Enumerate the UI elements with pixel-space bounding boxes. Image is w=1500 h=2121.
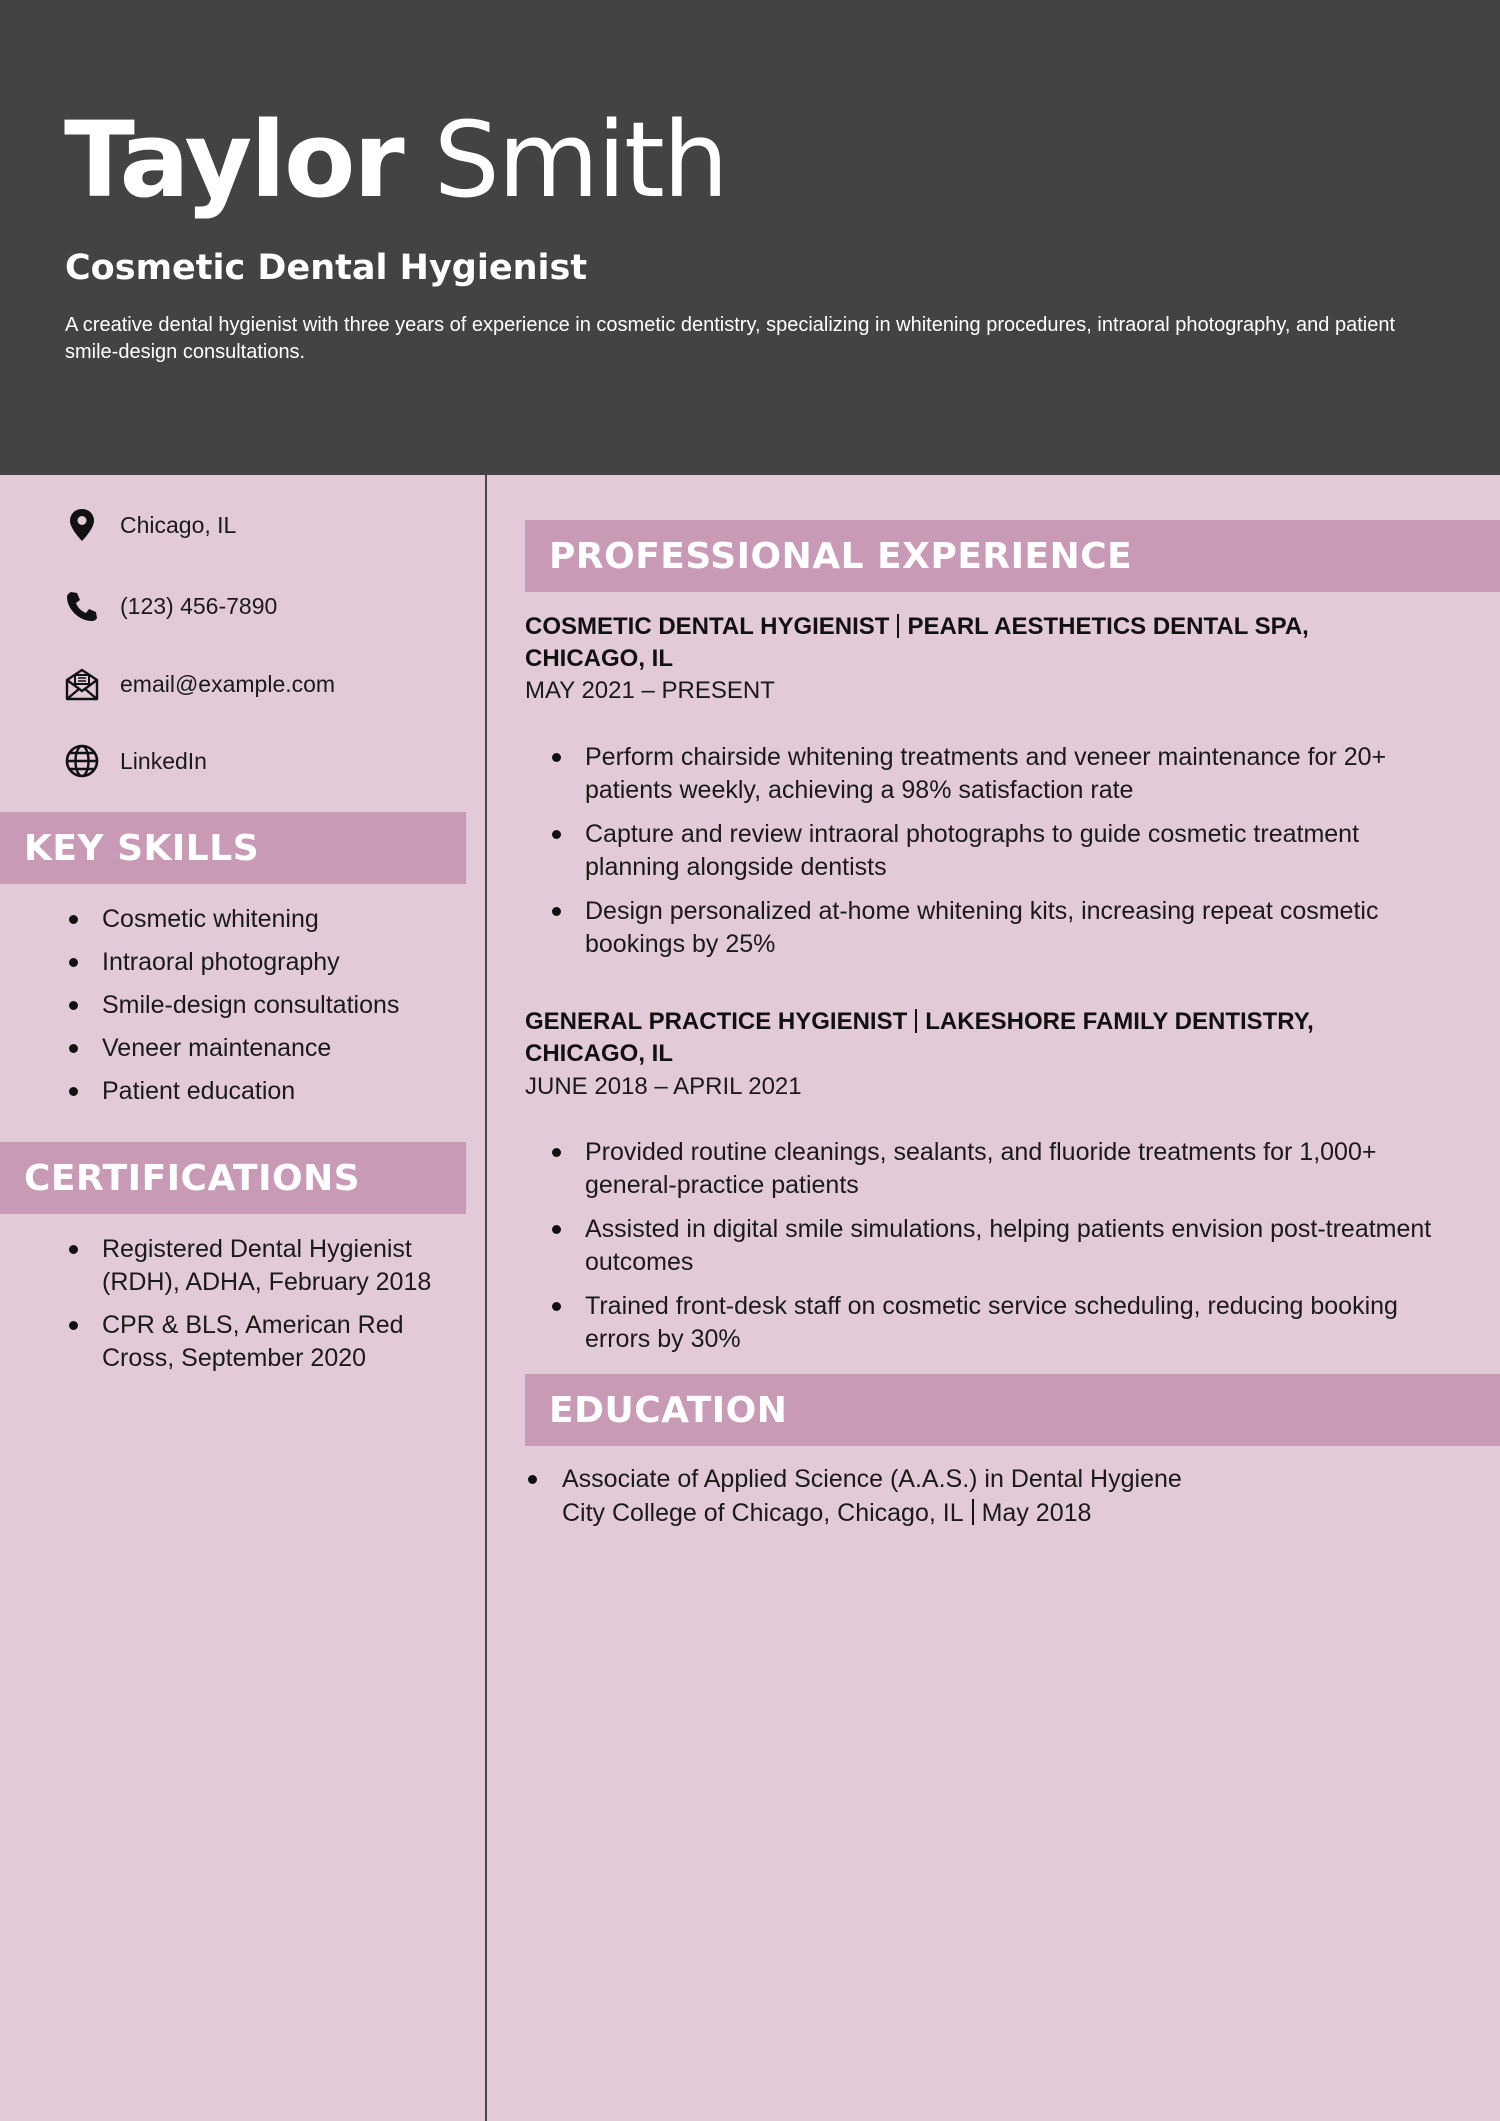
list-item: Intraoral photography — [64, 946, 464, 979]
certifications-heading: CERTIFICATIONS — [0, 1142, 466, 1214]
school-line — [525, 1496, 1425, 1530]
education-heading: EDUCATION — [525, 1374, 1500, 1446]
list-item: Design personalized at-home whitening kits, increasing repeat cosmetic bookings by 25% — [547, 895, 1447, 961]
bullet — [528, 1475, 537, 1484]
education-entry — [525, 1462, 1425, 1530]
email-text[interactable]: email@example.com — [120, 670, 336, 697]
location-text: Chicago, IL — [120, 511, 237, 538]
list-item: Veneer maintenance — [64, 1032, 464, 1065]
list-item: Cosmetic whitening — [64, 903, 464, 936]
certifications-list — [64, 1233, 464, 1375]
phone-icon — [64, 588, 100, 624]
list-item: Smile-design consultations — [64, 989, 464, 1022]
job-bullets — [547, 741, 1447, 961]
last-name: Smith — [433, 99, 727, 221]
school: City College of Chicago, Chicago, IL — [562, 1499, 964, 1527]
job-dates: MAY 2021 – PRESENT — [525, 677, 775, 704]
list-item: Provided routine cleanings, sealants, and fluoride treatments for 1,000+ general-practice patients — [547, 1136, 1447, 1202]
candidate-name — [64, 99, 727, 221]
skills-list — [64, 903, 464, 1108]
linkedin-link[interactable]: LinkedIn — [120, 747, 207, 774]
contact-linkedin — [64, 737, 207, 785]
separator — [897, 614, 899, 638]
map-pin-icon — [64, 507, 100, 543]
graduation-date: May 2018 — [981, 1499, 1092, 1527]
job-bullets — [547, 1136, 1447, 1356]
summary: A creative dental hygienist with three years of experience in cosmetic dentistry, specializing in whitening procedures, intraoral photography, and patient smile-design consultations. — [65, 314, 1395, 363]
separator — [915, 1009, 917, 1033]
contact-email — [64, 660, 336, 708]
degree: Associate of Applied Science (A.A.S.) in Dental Hygiene — [562, 1465, 1182, 1493]
list-item: Patient education — [64, 1075, 464, 1108]
contact-location — [64, 501, 237, 549]
resume-header — [0, 0, 1500, 475]
contact-phone — [64, 582, 278, 630]
list-item: CPR & BLS, American Red Cross, September 2020 — [64, 1309, 464, 1375]
key-skills-heading: KEY SKILLS — [0, 812, 466, 884]
globe-icon — [64, 743, 100, 779]
job-company: LAKESHORE FAMILY DENTISTRY, CHICAGO, IL — [525, 1008, 1314, 1067]
list-item: Registered Dental Hygienist (RDH), ADHA, February 2018 — [64, 1233, 464, 1299]
phone-text: (123) 456-7890 — [120, 592, 278, 619]
job-company: PEARL AESTHETICS DENTAL SPA, CHICAGO, IL — [525, 613, 1309, 672]
list-item: Trained front-desk staff on cosmetic service scheduling, reducing booking errors by 30% — [547, 1290, 1447, 1356]
job-header — [525, 611, 1425, 675]
job-role: COSMETIC DENTAL HYGIENIST — [525, 613, 890, 640]
job-header — [525, 1006, 1425, 1070]
job-title: Cosmetic Dental Hygienist — [65, 248, 588, 288]
list-item: Perform chairside whitening treatments and veneer maintenance for 20+ patients weekly, achieving a 98% satisfaction rate — [547, 741, 1447, 807]
envelope-icon — [64, 666, 100, 702]
separator — [972, 1499, 974, 1525]
first-name: Taylor — [64, 99, 403, 221]
list-item: Assisted in digital smile simulations, helping patients envision post-treatment outcomes — [547, 1213, 1447, 1279]
job-role: GENERAL PRACTICE HYGIENIST — [525, 1008, 908, 1035]
column-divider — [485, 475, 487, 2121]
experience-heading: PROFESSIONAL EXPERIENCE — [525, 520, 1500, 592]
list-item: Capture and review intraoral photographs to guide cosmetic treatment planning alongside dentists — [547, 818, 1447, 884]
job-dates: JUNE 2018 – APRIL 2021 — [525, 1073, 802, 1100]
